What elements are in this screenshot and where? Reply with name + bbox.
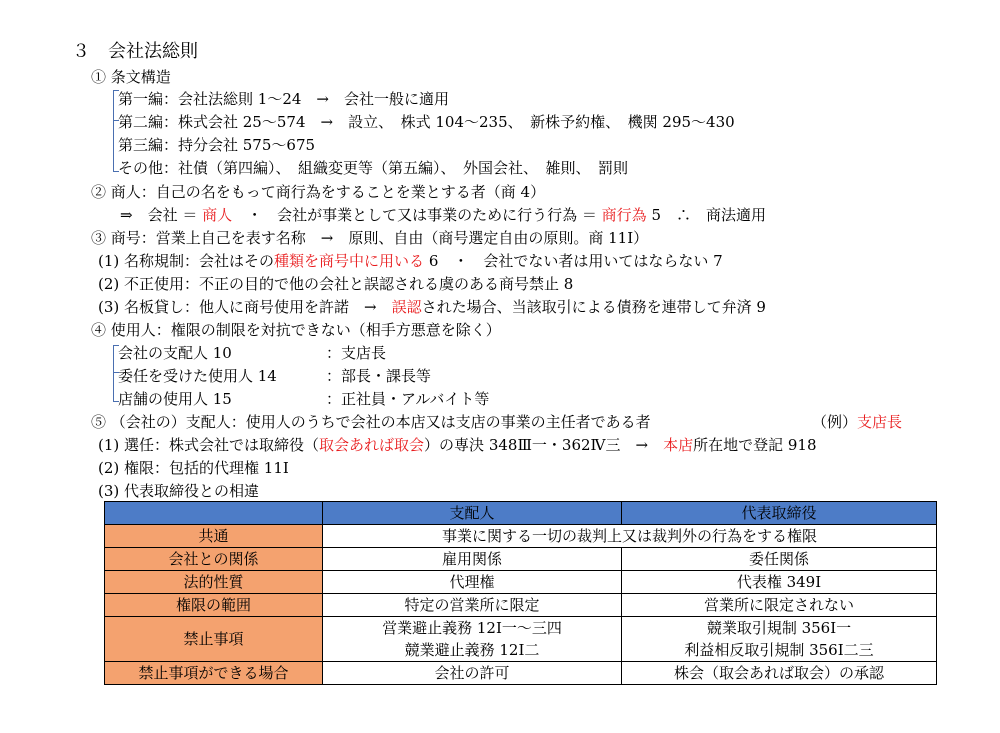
section-heading: ３ 会社法総則 [72,41,198,62]
s1-item-3: 第三編：持分会社 575〜675 [118,136,316,154]
s5-p2: (2) 権限：包括的代理権 11Ⅰ [98,459,289,477]
header-daihyo: 代表取締役 [622,502,937,525]
s5-title: ⑤ （会社の）支配人：使用人のうちで会社の本店又は支店の事業の主任者である者 [91,413,651,431]
s3-title: ③ 商号：営業上自己を表す名称 → 原則、自由（商号選定自由の原則。商 11Ⅰ） [91,229,649,247]
cell-a: 雇用関係 [323,548,622,571]
s1-item-2: 第二編：株式会社 25〜574 → 設立、 株式 104〜235、 新株予約権、 機関 295〜430 [118,113,735,131]
s5-p1: (1) 選任：株式会社では取締役（取会あれば取会）の専決 348Ⅲ一・362Ⅳ三 → 本店所在地で登記 918 [98,436,817,454]
cell-b: 営業所に限定されない [622,594,937,617]
cell-common: 事業に関する一切の裁判上又は裁判外の行為をする権限 [323,525,937,548]
cell-ban-a [323,617,622,662]
table-row [105,548,937,571]
row-label-common: 共通 [105,525,323,548]
s4-brace [113,345,114,402]
row-label: 会社との関係 [105,548,323,571]
s3-p1: (1) 名称規制：会社はその種類を商号中に用いる 6 ・ 会社でない者は用いてはならない 7 [98,252,723,270]
s2-line: ⇒ 会社 ＝ 商人 ・ 会社が事業として又は事業のために行う行為 ＝ 商行為 5 ∴ 商法適用 [120,206,766,224]
s4-title: ④ 使用人：権限の制限を対抗できない（相手方悪意を除く） [91,321,501,339]
table-row [105,594,937,617]
table-row [105,525,937,548]
cell-b: 代表権 349Ⅰ [622,571,937,594]
s3-p2: (2) 不正使用：不正の目的で他の会社と誤認される虞のある商号禁止 8 [98,275,574,293]
cell-b: 委任関係 [622,548,937,571]
row-label-allowed: 禁止事項ができる場合 [105,662,323,685]
cell-a: 特定の営業所に限定 [323,594,622,617]
s2-title: ② 商人：自己の名をもって商行為をすることを業とする者（商 4） [91,183,546,201]
cell-ban-b [622,617,937,662]
ban-a-line1: 営業避止義務 12Ⅰ一〜三四 [382,619,562,637]
table-corner [105,502,323,525]
s5-p3: (3) 代表取締役との相違 [98,482,260,500]
s3-p3: (3) 名板貸し：他人に商号使用を許諾 → 誤認された場合、当該取引による債務を連帯して弁済 9 [98,298,766,316]
cell-a: 代理権 [323,571,622,594]
ban-a-line2: 競業避止義務 12Ⅰ二 [404,641,540,659]
table-row [105,662,937,685]
row-label: 法的性質 [105,571,323,594]
table-header-row [105,502,937,525]
header-shihainin: 支配人 [323,502,622,525]
table-row [105,571,937,594]
ban-b-line1: 競業取引規制 356Ⅰ一 [706,619,852,637]
s5-example: （例）支店長 [812,413,903,431]
s1-brace [113,90,114,172]
comparison-table [104,501,937,685]
s1-title: ① 条文構造 [91,68,171,86]
cell-a: 会社の許可 [323,662,622,685]
cell-b: 株会（取会あれば取会）の承認 [622,662,937,685]
row-label: 権限の範囲 [105,594,323,617]
table-row [105,617,937,662]
s1-item-4: その他：社債（第四編）、 組織変更等（第五編）、 外国会社、 雑則、 罰則 [118,159,629,177]
row-label-ban: 禁止事項 [105,617,323,662]
ban-b-line2: 利益相反取引規制 356Ⅰ二三 [684,641,874,659]
s1-item-1: 第一編：会社法総則 1〜24 → 会社一般に適用 [118,90,450,108]
